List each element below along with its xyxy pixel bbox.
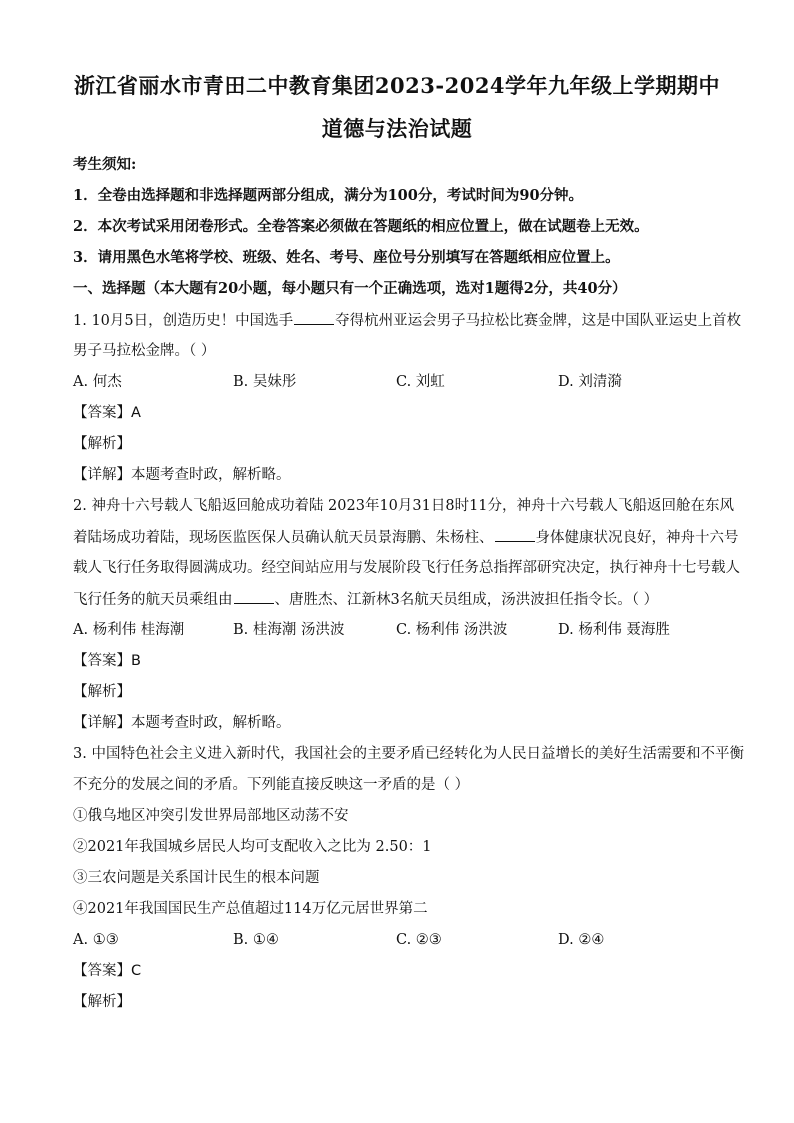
option-b: B. 吴妹彤 xyxy=(233,374,297,390)
question-2-line-2: 着陆场成功着陆，现场医监医保人员确认航天员景海鹏、朱杨柱、 身体健康状况良好，神舟十六号 xyxy=(73,527,733,548)
detail-label: 【详解】本题考查时政，解析略。 xyxy=(73,467,291,483)
answer-label: 【答案】A xyxy=(73,405,141,421)
notice-item-3: 3．请用黑色水笔将学校、班级、姓名、考号、座位号分别填写在答题纸相应位置上。 xyxy=(73,249,620,266)
exam-title-line2: 道德与法治试题 xyxy=(321,116,473,141)
notice-item-2: 2．本次考试采用闭卷形式。全卷答案必须做在答题纸的相应位置上，做在试题卷上无效。 xyxy=(73,218,649,235)
option-a: A. ①③ xyxy=(73,932,119,948)
option-d: D. 刘清漪 xyxy=(558,374,622,390)
option-c: C. 刘虹 xyxy=(396,374,445,390)
notice-heading: 考生须知: xyxy=(73,156,137,173)
option-a: A. 何杰 xyxy=(73,374,122,390)
option-c: C. ②③ xyxy=(396,932,442,948)
question-3-line-2: 不充分的发展之间的矛盾。下列能直接反映这一矛盾的是（ ） xyxy=(73,777,470,793)
option-d: D. ②④ xyxy=(558,932,605,948)
analysis-label: 【解析】 xyxy=(73,684,131,700)
option-a: A. 杨利伟 桂海潮 xyxy=(73,622,185,638)
statement-1: ①俄乌地区冲突引发世界局部地区动荡不安 xyxy=(73,808,349,824)
exam-title-line1: 浙江省丽水市青田二中教育集团2023-2024学年九年级上学期期中 xyxy=(73,73,721,98)
option-b: B. ①④ xyxy=(233,932,279,948)
answer-blank xyxy=(294,310,334,325)
question-2-line-1: 2. 神舟十六号载人飞船返回舱成功着陆 2023年10月31日8时11分，神舟十六号载人飞船返回舱在东风 xyxy=(73,498,735,514)
question-2-line-4: 飞行任务的航天员乘组由 、唐胜杰、江新林3名航天员组成，汤洪波担任指令长。（ ） xyxy=(73,589,733,610)
answer-label: 【答案】B xyxy=(73,653,141,669)
statement-2: ②2021年我国城乡居民人均可支配收入之比为 2.50：1 xyxy=(73,839,432,855)
statement-3: ③三农问题是关系国计民生的根本问题 xyxy=(73,870,320,886)
analysis-label: 【解析】 xyxy=(73,436,131,452)
notice-item-1: 1．全卷由选择题和非选择题两部分组成，满分为100分，考试时间为90分钟。 xyxy=(73,187,584,204)
option-b: B. 桂海潮 汤洪波 xyxy=(233,622,345,638)
option-c: C. 杨利伟 汤洪波 xyxy=(396,622,508,638)
option-d: D. 杨利伟 聂海胜 xyxy=(558,622,670,638)
answer-blank xyxy=(234,589,274,604)
answer-blank xyxy=(495,527,535,542)
question-3-line-1: 3. 中国特色社会主义进入新时代，我国社会的主要矛盾已经转化为人民日益增长的美好生活需要和不平衡 xyxy=(73,746,744,762)
statement-4: ④2021年我国国民生产总值超过114万亿元居世界第二 xyxy=(73,901,428,917)
detail-label: 【详解】本题考查时政，解析略。 xyxy=(73,715,291,731)
analysis-label: 【解析】 xyxy=(73,994,131,1010)
question-2-line-3: 载人飞行任务取得圆满成功。经空间站应用与发展阶段飞行任务总指挥部研究决定，执行神舟十七号载人 xyxy=(73,560,740,576)
answer-label: 【答案】C xyxy=(73,963,142,979)
question-1-line-1: 1. 10月5日，创造历史！中国选手 夺得杭州亚运会男子马拉松比赛金牌，这是中国队亚运史上首枚 xyxy=(73,310,733,331)
question-1-line-2: 男子马拉松金牌。（ ） xyxy=(73,343,216,359)
section-heading: 一、选择题（本大题有20小题，每小题只有一个正确选项，选对1题得2分，共40分） xyxy=(73,280,627,297)
